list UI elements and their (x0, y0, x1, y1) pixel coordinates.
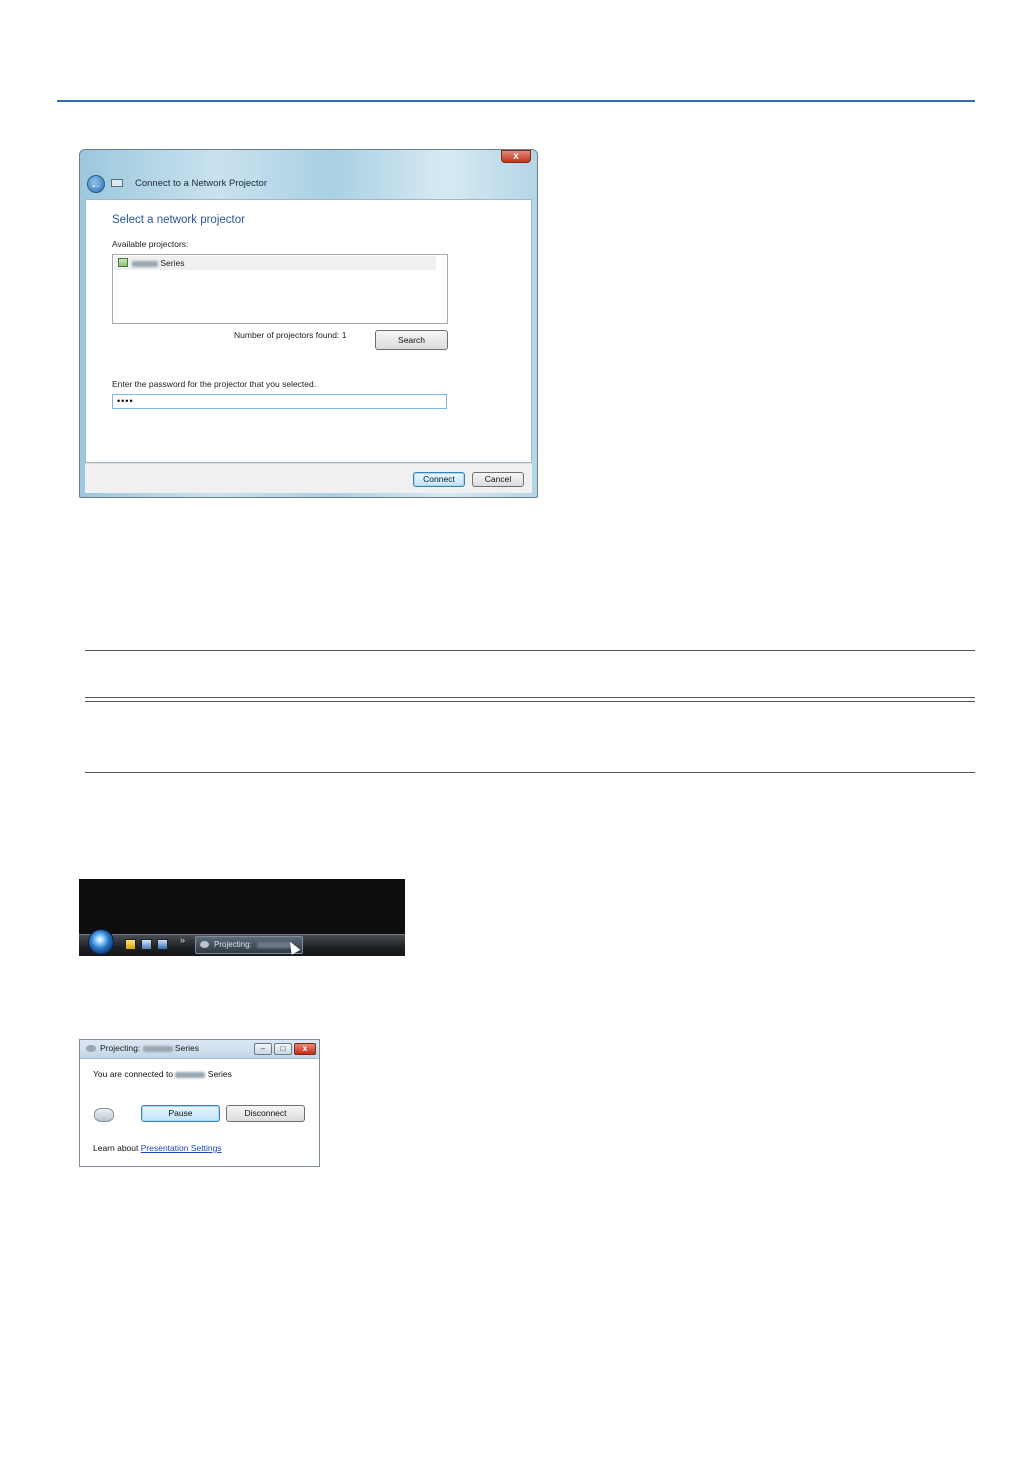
minimize-button[interactable]: – (254, 1043, 272, 1055)
pause-button[interactable]: Pause (141, 1105, 220, 1122)
redacted-model-name (132, 261, 158, 267)
dialog-footer (85, 463, 532, 493)
redacted-model-name (175, 1072, 205, 1078)
close-button[interactable]: x (501, 150, 531, 163)
disconnect-button[interactable]: Disconnect (226, 1105, 305, 1122)
media-player-icon[interactable] (125, 939, 136, 950)
network-projector-icon (111, 179, 123, 187)
projector-list-item[interactable] (114, 256, 436, 270)
projector-series-label: Series (160, 258, 185, 268)
window-titlebar (80, 1040, 319, 1059)
projector-count-label: Number of projectors found: 1 (234, 330, 347, 340)
section-rule (85, 701, 975, 702)
switch-windows-icon[interactable] (157, 939, 168, 950)
connection-status-text: You are connected to Series (93, 1069, 232, 1079)
header-rule (57, 100, 975, 102)
connect-button[interactable]: Connect (413, 472, 465, 487)
password-prompt-label: Enter the password for the projector that you selected. (112, 379, 317, 389)
windows-start-icon[interactable] (88, 929, 114, 955)
projector-icon (94, 1108, 114, 1122)
section-rule (85, 772, 975, 773)
connect-projector-dialog (79, 149, 538, 498)
window-title: Projecting: Series (100, 1043, 200, 1053)
dialog-heading: Select a network projector (112, 214, 245, 226)
projecting-window (79, 1039, 320, 1167)
projector-icon (200, 941, 209, 948)
redacted-model-name (143, 1046, 173, 1052)
cancel-button[interactable]: Cancel (472, 472, 524, 487)
projector-icon (118, 258, 128, 267)
learn-about-text: Learn about Presentation Settings (93, 1143, 222, 1153)
available-projectors-label: Available projectors: (112, 239, 189, 249)
dialog-title: Connect to a Network Projector (135, 178, 268, 189)
window-close-button[interactable]: x (294, 1043, 316, 1055)
presentation-settings-link[interactable]: Presentation Settings (140, 1143, 222, 1153)
section-rule (85, 697, 975, 698)
show-desktop-icon[interactable] (141, 939, 152, 950)
password-field[interactable]: •••• (112, 394, 447, 409)
chevron-right-icon[interactable]: » (180, 935, 186, 945)
maximize-button[interactable]: □ (274, 1043, 292, 1055)
search-button[interactable]: Search (375, 330, 448, 350)
dialog-content (85, 199, 532, 463)
taskbar-screenshot (79, 879, 405, 956)
taskbar-button-label: Projecting: (214, 940, 252, 949)
back-arrow-icon[interactable]: ← (87, 175, 105, 193)
projector-icon (86, 1045, 96, 1052)
projector-listbox[interactable] (112, 254, 448, 324)
section-rule (85, 650, 975, 651)
